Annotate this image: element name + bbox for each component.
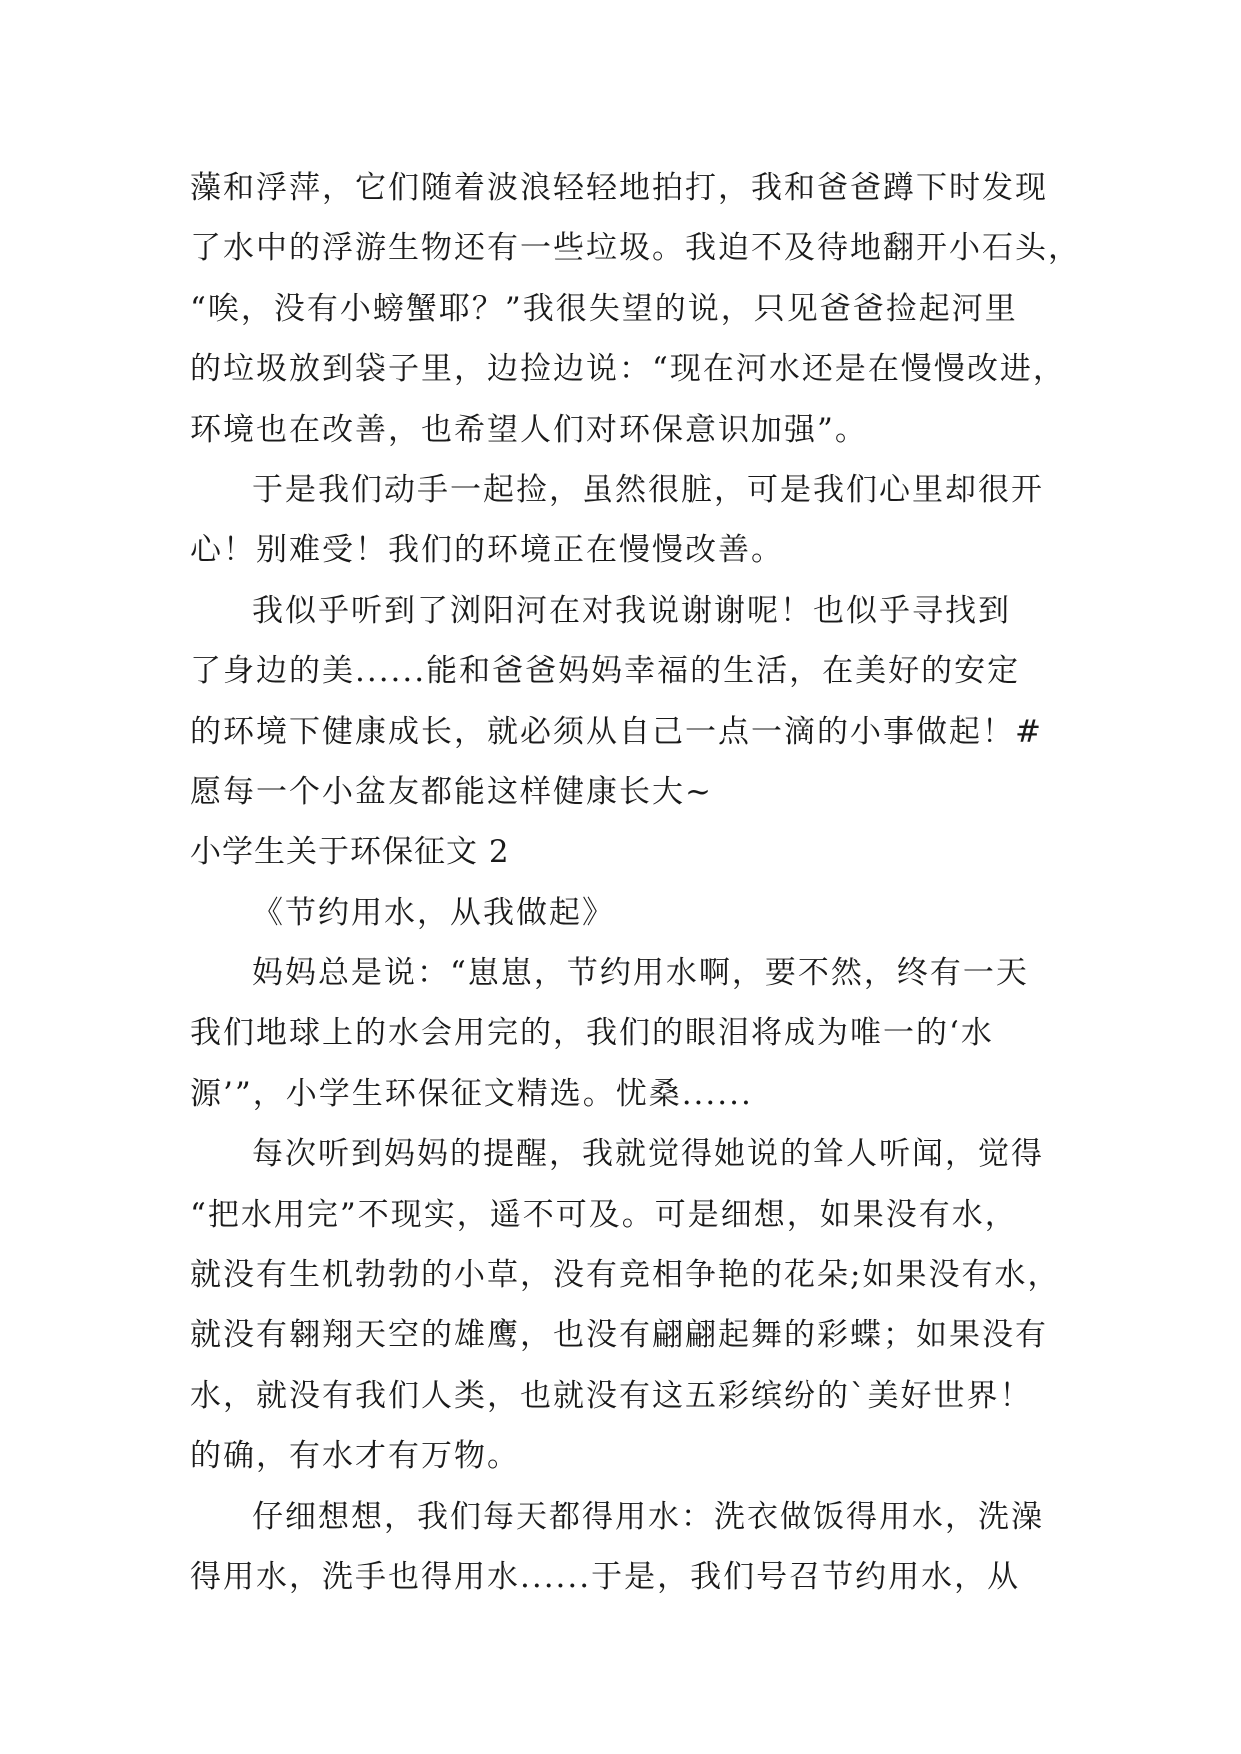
- text-line: 于是我们动手一起捡，虽然很脏，可是我们心里却很开: [252, 471, 1044, 508]
- text-line: 就没有翱翔天空的雄鹰，也没有翩翩起舞的彩蝶；如果没有: [190, 1317, 1048, 1354]
- text-line: 心！别难受！我们的环境正在慢慢改善。: [190, 532, 784, 569]
- text-line: 仔细想想，我们每天都得用水：洗衣做饭得用水，洗澡: [252, 1498, 1044, 1535]
- text-line: 就没有生机勃勃的小草，没有竞相争艳的花朵;如果没有水，: [190, 1257, 1061, 1294]
- text-line: “唉，没有小螃蟹耶？”我很失望的说，只见爸爸捡起河里: [190, 290, 1018, 327]
- text-line: 每次听到妈妈的提醒，我就觉得她说的耸人听闻，觉得: [252, 1136, 1044, 1173]
- text-line: 我似乎听到了浏阳河在对我说谢谢呢！也似乎寻找到: [252, 592, 1011, 629]
- text-line: 我们地球上的水会用完的，我们的眼泪将成为唯一的‘水: [190, 1015, 994, 1052]
- text-line: 《节约用水，从我做起》: [252, 894, 615, 931]
- text-line: 藻和浮萍，它们随着波浪轻轻地拍打，我和爸爸蹲下时发现: [190, 170, 1048, 206]
- text-line: 愿每一个小盆友都能这样健康长大~: [190, 773, 713, 810]
- section-heading: 小学生关于环保征文 2: [190, 834, 510, 871]
- text-line: 的确，有水才有万物。: [190, 1438, 520, 1475]
- text-line: 妈妈总是说：“崽崽，节约用水啊，要不然，终有一天: [252, 955, 1029, 992]
- text-line: 得用水，洗手也得用水......于是，我们号召节约用水，从: [190, 1558, 1021, 1595]
- text-line: 了水中的浮游生物还有一些垃圾。我迫不及待地翻开小石头，: [190, 230, 1081, 267]
- text-line: 水，就没有我们人类，也就没有这五彩缤纷的`美好世界！: [190, 1377, 1033, 1414]
- body-text: [190, 158, 1081, 1607]
- text-line: 了身边的美......能和爸爸妈妈幸福的生活，在美好的安定: [190, 653, 1021, 690]
- text-line: 的环境下健康成长，就必须从自己一点一滴的小事做起！#: [190, 713, 1043, 750]
- text-line: “把水用完”不现实，遥不可及。可是细想，如果没有水，: [190, 1196, 1018, 1233]
- text-line: 环境也在改善，也希望人们对环保意识加强”。: [190, 411, 868, 448]
- text-line: 的垃圾放到袋子里，边捡边说：“现在河水还是在慢慢改进，: [190, 351, 1066, 388]
- text-line: 源’”，小学生环保征文精选。忧桑......: [190, 1075, 753, 1112]
